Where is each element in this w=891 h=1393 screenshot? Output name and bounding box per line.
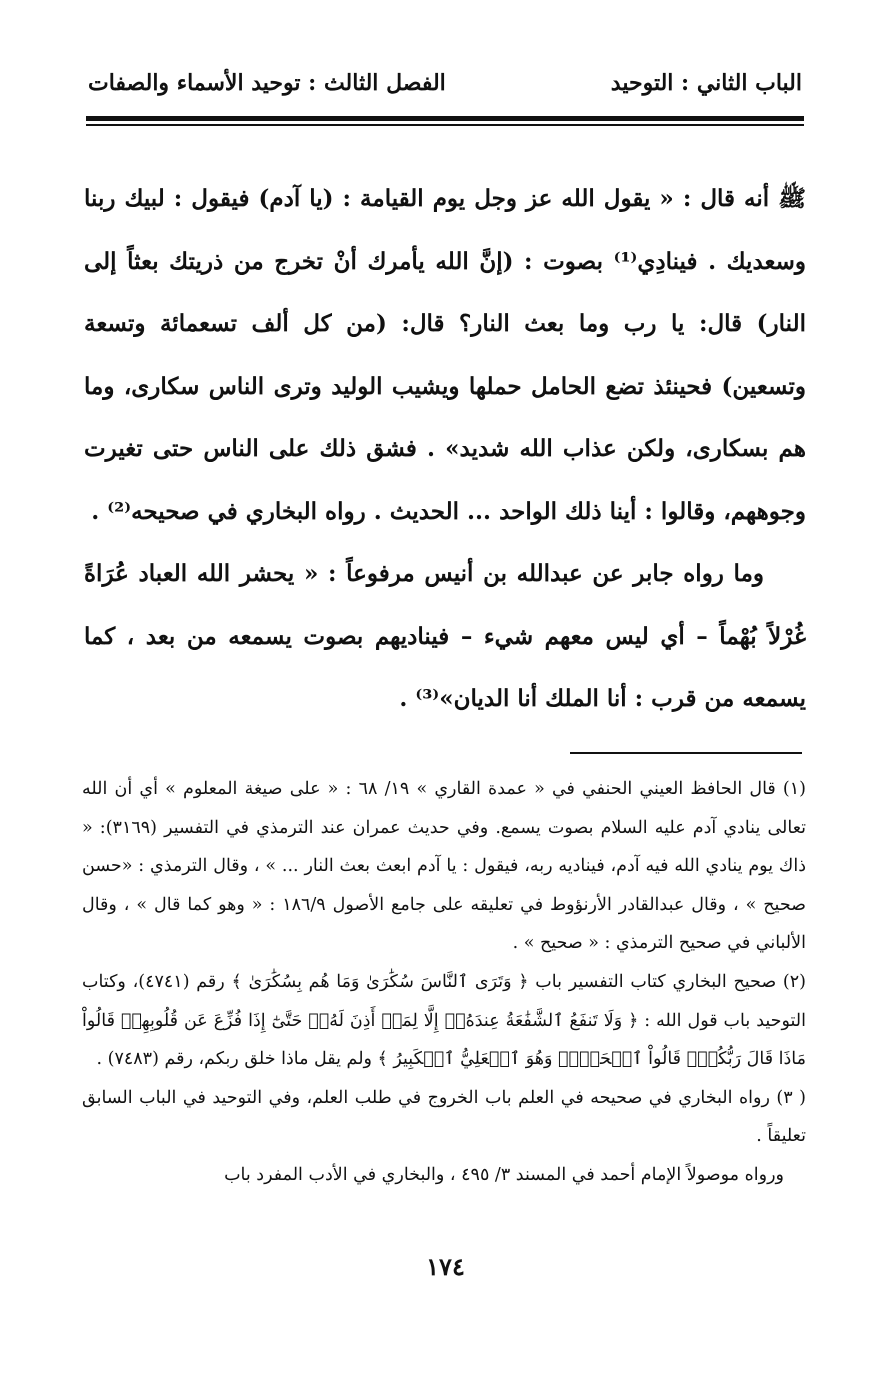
footnote-1: (١) قال الحافظ العيني الحنفي في « عمدة القاري » ١٩/ ٦٨ : « على صيغة المعلوم » أي أن الله تعالى ينادي آدم عليه السلام بصوت يسمع. وفي حديث عمران عند الترمذي في التفسير (٣١٦٩): « ذاك يوم ينادي الله فيه آدم، فيناديه ربه، فيقول : يا آدم ابعث بعث النار ... » ، وقال الترمذي : «حسن صحيح » ، وقال عبدالقادر الأرنؤوط في تعليقه على جامع الأصول ١٨٦/٩ : « وهو كما قال » ، وقال الألباني في صحيح الترمذي : « صحيح » . [82,779,807,954]
footnote-3: ( ٣) رواه البخاري في صحيحه في العلم باب الخروج في طلب العلم، وفي التوحيد في الباب السابق تعليقاً . [82,1087,806,1147]
footnote-separator [570,752,802,754]
body-paragraph-1: ﷺ أنه قال : « يقول الله عز وجل يوم القيامة : (يا آدم) فيقول : لبيك ربنا وسعديك . فينادِي⁽¹⁾ بصوت : (إنَّ الله يأمرك أنْ تخرج من ذريتك بعثاً إلى النار) قال: يا رب وما بعث النار؟ قال: (من كل ألف تسعمائة وتسعة وتسعين) فحينئذ تضع الحامل حملها ويشيب الوليد وترى الناس سكارى، وما هم بسكارى، ولكن عذاب الله شديد» . فشق ذلك على الناس حتى تغيرت وجوههم، وقالوا : أينا ذلك الواحد ... الحديث . رواه البخاري في صحيحه⁽²⁾ . [84,185,806,525]
body-paragraph-2: وما رواه جابر عن عبدالله بن أنيس مرفوعاً : « يحشر الله العباد عُرَاةً غُرْلاً بُهْماً – أي ليس معهم شيء – فيناديهم بصوت يسمعه من بعد ، كما يسمعه من قرب : أنا الملك أنا الديان»⁽³⁾ . [84,560,806,712]
header-rule-thin [86,124,804,126]
footnote-3-continuation: ورواه موصولاً الإمام أحمد في المسند ٣/ ٤٩٥ ، والبخاري في الأدب المفرد باب [224,1164,784,1185]
page-number: ١٧٤ [426,1252,465,1281]
header-rule-thick [86,116,804,121]
chapter-title: الباب الثاني : التوحيد [610,70,802,96]
footnotes [82,770,806,1195]
section-title: الفصل الثالث : توحيد الأسماء والصفات [88,70,446,96]
main-text [84,168,806,731]
footnote-2: (٢) صحيح البخاري كتاب التفسير باب ﴿ وَتَرَى ٱلنَّاسَ سُكَٰرَىٰ وَمَا هُم بِسُكَٰرَىٰ ﴾ رقم (٤٧٤١)، وكتاب التوحيد باب قول الله : ﴿ وَلَا تَنفَعُ ٱلشَّفَٰعَةُ عِندَهُۥٓ إِلَّا لِمَنۡ أَذِنَ لَهُۥۚ حَتَّىٰٓ إِذَا فُزِّعَ عَن قُلُوبِهِمۡ قَالُواْ مَاذَا قَالَ رَبُّكُمۡۖ قَالُواْ ٱلۡحَقَّۖ وَهُوَ ٱلۡعَلِيُّ ٱلۡكَبِيرُ ﴾ ولم يقل ماذا خلق ربكم، رقم (٧٤٨٣) . [82,971,806,1070]
running-header [88,66,802,110]
